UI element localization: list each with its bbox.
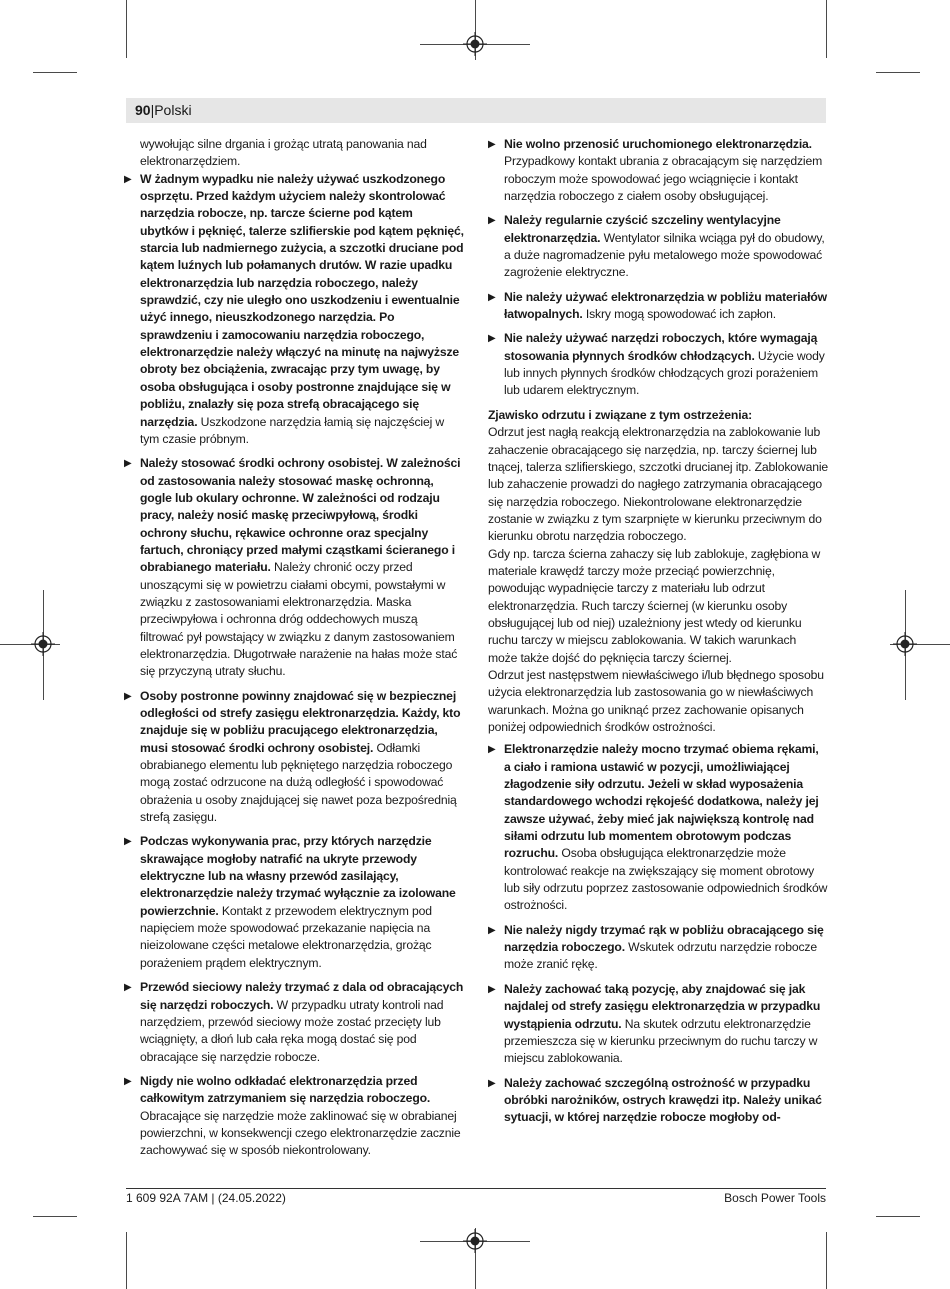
- triangle-right-icon: ▶: [488, 333, 496, 345]
- bullet-text: W przypadku utraty kontroli nad narzędziem, przewód sieciowy może zostać przecięty lub wciągnięty, a dłoń lub cała ręka mogą dostać się pod obracające się narzędzie robocze.: [140, 997, 444, 1064]
- bullet-bold-text: Elektronarzędzie należy mocno trzymać obiema rękami, a ciało i ramiona ustawić w pozycji, umożliwiającej złagodzenie siły odrzutu. Jeżeli w skład wyposażenia standardowego wchodzi rękojeść dodatkowa, należy jej zawsze używać, żeby mieć jak największą kontrolę nad siłami odrzutu lub momentem obrotowym podczas rozruchu.: [504, 742, 819, 861]
- triangle-right-icon: ▶: [488, 983, 496, 995]
- crop-mark: [876, 1216, 920, 1217]
- bullet-text: Osoba obsługująca elektronarzędzie może kontrolować reakcje na zwiększający się moment obrotowy lub siły odrzutu poprzez zastosowanie odpowiednich środków ostrożności.: [504, 846, 828, 913]
- bullet-item: [124, 833, 464, 972]
- bullet-text: Użycie wody lub innych płynnych środków chłodzących grozi porażeniem lub udarem elektrycznym.: [504, 348, 825, 398]
- paragraph: Odrzut jest nagłą reakcją elektronarzędzia na zablokowanie lub zahaczenie obracającego się narzędzia, np. tarczy ściernej lub tnącej, talerza szlifierskiego, szczotki drucianej itp. Zablokowanie lub zahaczenie prowadzi do nagłego zatrzymania obracającego się narzędzia roboczego. Niekontrolowane elektronarzędzie zostanie w związku z tym szarpnięte w kierunku przeciwnym do kierunku obrotu narzędzia roboczego.: [488, 425, 829, 544]
- bullet-item: [488, 981, 828, 1068]
- bullet-bold-text: W żadnym wypadku nie należy używać uszkodzonego osprzętu. Przed każdym użyciem należy skontrolować narzędzia robocze, np. tarcze ścierne pod kątem ubytków i pęknięć, talerze szlifierskie pod kątem pęknięć, starcia lub nadmiernego zużycia, a szczotki druciane pod kątem luźnych lub połamanych drutów. W razie upadku elektronarzędzia lub narzędzia roboczego, należy sprawdzić, czy nie uległo ono uszkodzeniu i ewentualnie użyć innego, nieuszkodzonego narzędzia. Po sprawdzeniu i zamocowaniu narzędzia roboczego, elektronarzędzie należy włączyć na minutę na najwyższe obroty bez obciążenia, zwracając przy tym uwagę, by osoba obsługująca i osoby postronne znajdujące się w pobliżu, znalazły się poza strefą obracającego się narzędzia.: [140, 171, 464, 429]
- left-column: [124, 136, 464, 1167]
- registration-mark-icon: [892, 631, 918, 657]
- crop-mark: [826, 0, 827, 58]
- bullet-bold-text: Należy zachować szczególną ostrożność w przypadku obróbki narożników, ostrych krawędzi itp. Należy unikać sytuacji, w której narzędzie robocze mogłoby od-: [504, 1075, 822, 1125]
- footer-right: Bosch Power Tools: [724, 1191, 826, 1205]
- bullet-item: [488, 922, 828, 974]
- bullet-item: [488, 212, 828, 281]
- bullet-bold-text: Nie należy nigdy trzymać rąk w pobliżu obracającego się narzędzia roboczego.: [504, 922, 824, 955]
- bullet-bold-text: Należy stosować środki ochrony osobistej. W zależności od zastosowania należy stosować maskę ochronną, gogle lub okulary ochronne. W zależności od rodzaju pracy, należy nosić maskę przeciwpyłową, środki ochrony słuchu, rękawice ochronne oraz specjalny fartuch, chroniący przed małymi cząstkami ścieranego i obrabianego materiału.: [140, 456, 461, 575]
- bullet-bold-text: Podczas wykonywania prac, przy których narzędzie skrawające mogłoby natrafić na ukryte przewody elektryczne lub na własny przewód zasilający, elektronarzędzie należy trzymać wyłącznie za izolowane powierzchnie.: [140, 834, 456, 918]
- bullet-bold-text: Przewód sieciowy należy trzymać z dala od obracających się narzędzi roboczych.: [140, 980, 464, 1012]
- triangle-right-icon: ▶: [124, 1075, 132, 1087]
- right-column: [488, 136, 828, 1134]
- triangle-right-icon: ▶: [488, 744, 496, 756]
- bullet-bold-text: Osoby postronne powinny znajdować się w bezpiecznej odległości od strefy zasięgu elektronarzędzia. Każdy, kto znajduje się w pobliżu pracującego elektronarzędzia, musi stosować środki ochrony osobistej.: [140, 688, 461, 755]
- bullet-text: Odłamki obrabianego elementu lub pękniętego narzędzia roboczego mogą zostać odrzucone na dużą odległość i spowodować obrażenia u osoby znajdującej się nawet poza bezpośrednią strefą zasięgu.: [140, 740, 457, 825]
- bullet-item: [124, 688, 464, 827]
- paragraph: Odrzut jest następstwem niewłaściwego i/lub błędnego sposobu użycia elektronarzędzia lub zastosowania go w niewłaściwych warunkach. Można go uniknąć przez zachowanie opisanych poniżej odpowiednich środków ostrożności.: [488, 667, 824, 734]
- bullet-text: Należy chronić oczy przed unoszącymi się w powietrzu ciałami obcymi, powstałymi w związku z zastosowaniami elektronarzędzia. Maska przeciwpyłowa i ochronna dróg oddechowych muszą filtrować pył powstający w związku z danym zastosowaniem elektronarzędzia. Długotrwałe narażenie na hałas może stać się przyczyną utraty słuchu.: [140, 560, 458, 679]
- bullet-text: Na skutek odrzutu elektronarzędzie przemieszcza się w kierunku przeciwnym do ruchu tarczy w miejscu zablokowania.: [504, 1016, 818, 1066]
- triangle-right-icon: ▶: [488, 215, 496, 227]
- crop-mark: [33, 72, 77, 73]
- paragraph: Gdy np. tarcza ścierna zahaczy się lub zablokuje, zagłębiona w materiale krawędź tarczy może przeciąć powierzchnię, powodując wypadnięcie tarczy z materiału lub odrzut elektronarzędzia. Ruch tarczy ściernej (w kierunku osoby obsługującej lub od niej) uzależniony jest wtedy od kierunku ruchu tarczy w miejscu zablokowania. W takich warunkach może także dojść do pęknięcia tarczy ściernej.: [488, 546, 821, 665]
- continuation-text: wywołując silne drgania i grożąc utratą panowania nad elektronarzędziem.: [140, 137, 427, 169]
- registration-mark-icon: [30, 631, 56, 657]
- triangle-right-icon: ▶: [488, 291, 496, 303]
- page-header: [126, 98, 826, 123]
- bullet-item: [488, 136, 828, 205]
- triangle-right-icon: ▶: [124, 982, 132, 994]
- bullet-text: Wskutek odrzutu narzędzie robocze może zranić rękę.: [504, 940, 817, 972]
- triangle-right-icon: ▶: [488, 924, 496, 936]
- crop-mark: [876, 72, 920, 73]
- registration-mark-icon: [462, 31, 488, 57]
- right-bullet-list-top: [488, 136, 828, 400]
- bullet-item: [124, 171, 464, 449]
- triangle-right-icon: ▶: [124, 836, 132, 848]
- bullet-text: Obracające się narzędzie może zaklinować się w obrabianej powierzchni, w konsekwencji czego elektronarzędzie zacznie zachowywać się w sposób niekontrolowany.: [140, 1108, 461, 1158]
- bullet-item: [124, 455, 464, 680]
- bullet-text: Przypadkowy kontakt ubrania z obracającym się narzędziem roboczym może spowodować jego wciągnięcie i kontakt narzędzia roboczego z ciałem osoby obsługującej.: [504, 154, 823, 204]
- bullet-text: Iskry mogą spowodować ich zapłon.: [582, 307, 777, 322]
- triangle-right-icon: ▶: [488, 1077, 496, 1089]
- left-bullet-list: [124, 171, 464, 1160]
- triangle-right-icon: ▶: [124, 690, 132, 702]
- bullet-bold-text: Należy regularnie czyścić szczeliny wentylacyjne elektronarzędzia.: [504, 213, 781, 245]
- bullet-text: Wentylator silnika wciąga pył do obudowy, a duże nagromadzenie pyłu metalowego może spowodować zagrożenie elektryczne.: [504, 230, 825, 280]
- header-separator: |: [150, 102, 155, 118]
- crop-mark: [826, 1232, 827, 1289]
- bullet-item: [488, 741, 828, 914]
- bullet-bold-text: Nigdy nie wolno odkładać elektronarzędzia przed całkowitym zatrzymaniem się narzędzia roboczego.: [140, 1073, 431, 1106]
- bullet-bold-text: Nie należy używać elektronarzędzia w pobliżu materiałów łatwopalnych.: [504, 289, 827, 322]
- header-language: Polski: [154, 102, 192, 118]
- footer-left: 1 609 92A 7AM | (24.05.2022): [126, 1191, 286, 1205]
- bullet-text: Uszkodzone narzędzia łamią się najczęściej w tym czasie próbnym.: [140, 414, 445, 446]
- triangle-right-icon: ▶: [488, 139, 496, 150]
- section-heading: Zjawisko odrzutu i związane z tym ostrzeżenia:: [488, 407, 752, 422]
- triangle-right-icon: ▶: [124, 458, 132, 470]
- bullet-bold-text: Należy zachować taką pozycję, aby znajdować się jak najdalej od strefy zasięgu elektronarzędzia w przypadku wystąpienia odrzutu.: [504, 981, 821, 1031]
- registration-mark-icon: [462, 1228, 488, 1254]
- crop-mark: [33, 1216, 77, 1217]
- page-number: 90: [135, 102, 151, 118]
- crop-mark: [126, 1232, 127, 1289]
- bullet-item: [124, 1073, 464, 1160]
- bullet-item: [488, 330, 828, 399]
- bullet-bold-text: Nie wolno przenosić uruchomionego elektronarzędzia.: [504, 137, 812, 151]
- bullet-item: [488, 1075, 828, 1127]
- bullet-item: [124, 979, 464, 1066]
- triangle-right-icon: ▶: [124, 173, 132, 185]
- bullet-bold-text: Nie należy używać narzędzi roboczych, które wymagają stosowania płynnych środków chłodzących.: [504, 331, 818, 363]
- footer-divider: [126, 1188, 826, 1189]
- crop-mark: [126, 0, 127, 58]
- bullet-item: [488, 289, 828, 324]
- right-bullet-list-bottom: [488, 741, 828, 1126]
- bullet-text: Kontakt z przewodem elektrycznym pod napięciem może spowodować przekazanie napięcia na nieizolowane części metalowe elektronarzędzia, grożąc porażeniem prądem elektrycznym.: [140, 903, 432, 970]
